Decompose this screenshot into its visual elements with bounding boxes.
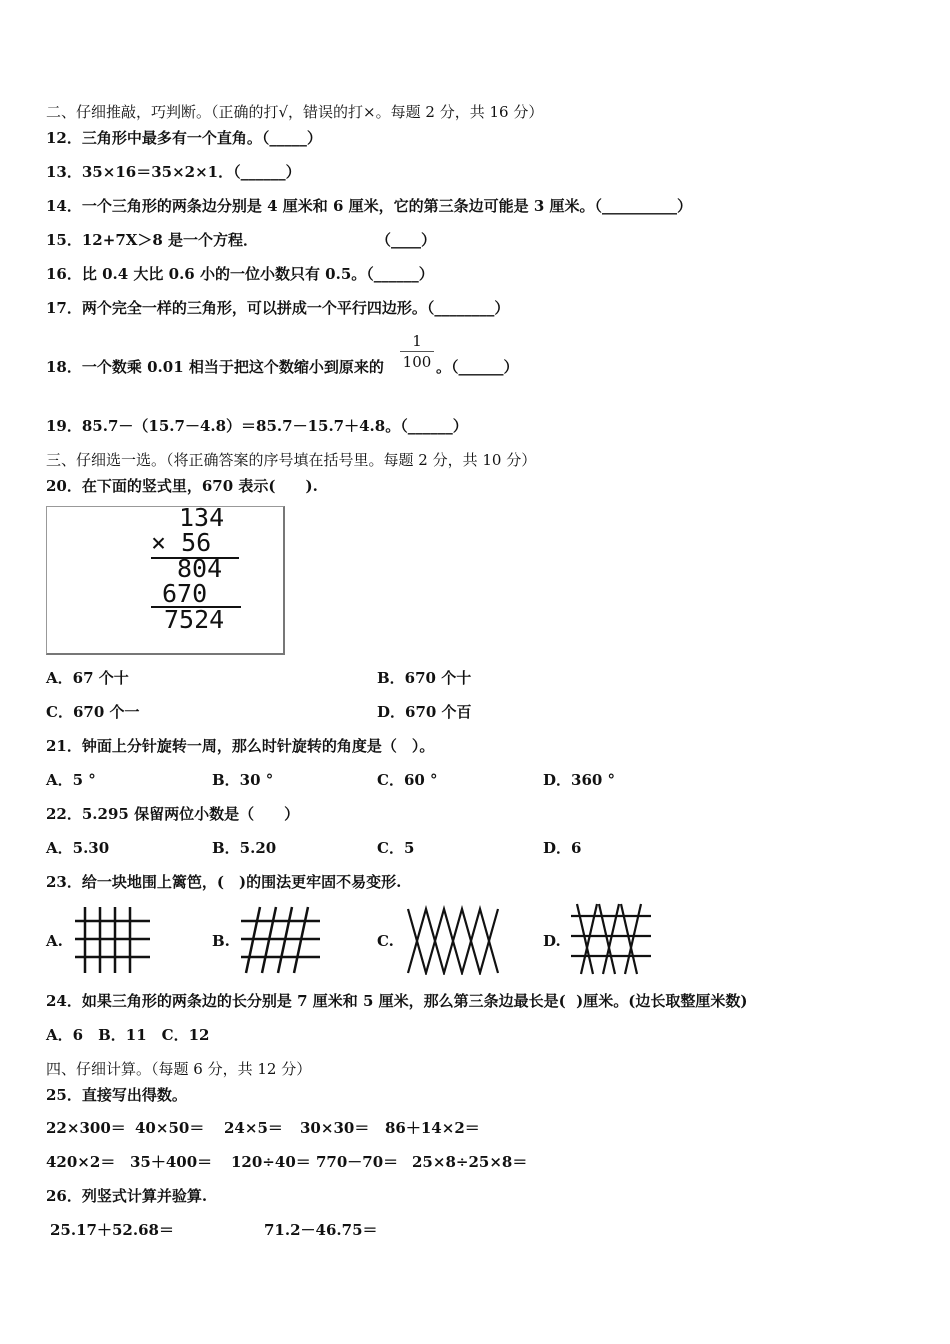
q20-option-b: B．670 个十 <box>377 669 472 687</box>
fig-product: 7524 <box>164 605 225 634</box>
q23-option-a: A. <box>46 932 63 950</box>
fence-diagonal-grid-image <box>569 902 653 976</box>
q20-option-a: A．67 个十 <box>46 669 129 687</box>
question-16: 16．比 0.4 大比 0.6 小的一位小数只有 0.5。（______） <box>46 265 434 283</box>
q22-option-a: A．5.30 <box>46 839 110 857</box>
question-20: 20．在下面的竖式里，670 表示( ). <box>46 477 318 495</box>
q20-option-c: C．670 个一 <box>46 703 140 721</box>
calc-row2-item: 25×8÷25×8＝ <box>412 1153 528 1171</box>
vertical-calc-1: 25.17＋52.68＝ <box>50 1221 174 1239</box>
calc-row2-item: 770－70＝ <box>316 1153 399 1171</box>
fence-crossed-triangles-image <box>404 905 504 975</box>
q21-option-a: A．5 ° <box>46 771 96 789</box>
question-18: 18．一个数乘 0.01 相当于把这个数缩小到原来的 <box>46 358 384 376</box>
question-24: 24．如果三角形的两条边的长分别是 7 厘米和 5 厘米，那么第三条边最长是( )厘米。(边长取整厘米数) <box>46 992 748 1010</box>
calc-row2-item: 120÷40＝ <box>231 1153 311 1171</box>
calc-row1-item: 86＋14×2＝ <box>385 1119 480 1137</box>
section4-header: 四、仔细计算。（每题 6 分，共 12 分） <box>46 1060 312 1078</box>
q23-option-c: C. <box>377 932 394 950</box>
q21-option-d: D．360 ° <box>543 771 616 789</box>
fraction-one-hundredth <box>400 332 434 371</box>
calc-row2-item: 420×2＝ <box>46 1153 116 1171</box>
q20-option-d: D．670 个百 <box>377 703 472 721</box>
question-14: 14．一个三角形的两条边分别是 4 厘米和 6 厘米，它的第三条边可能是 3 厘米。（__________） <box>46 197 693 215</box>
fig-partial-product-1: 804 <box>177 554 223 583</box>
q22-option-c: C．5 <box>377 839 415 857</box>
question-15: 15．12+7X＞8 是一个方程． <box>46 231 259 249</box>
fig-multiplicand: 134 <box>179 507 225 532</box>
fraction-bar <box>400 351 434 352</box>
question-22: 22．5.295 保留两位小数是（ ） <box>46 805 300 823</box>
question-13: 13．35×16＝35×2×1．（______） <box>46 163 301 181</box>
question-15-blank: （____） <box>376 231 437 249</box>
question-25: 25．直接写出得数。 <box>46 1086 187 1104</box>
fraction-denominator: 100 <box>402 353 432 371</box>
fraction-numerator: 1 <box>412 332 422 350</box>
q23-option-b: B. <box>212 932 230 950</box>
section3-header: 三、仔细选一选。（将正确答案的序号填在括号里。每题 2 分，共 10 分） <box>46 451 537 469</box>
q24-options: A．6 B．11 C．12 <box>46 1026 210 1044</box>
calc-row2-item: 35＋400＝ <box>130 1153 213 1171</box>
question-19: 19．85.7－（15.7－4.8）＝85.7－15.7＋4.8。（______） <box>46 417 468 435</box>
calc-row1-item: 24×5＝ <box>224 1119 283 1137</box>
vertical-calc-2: 71.2－46.75＝ <box>264 1221 378 1239</box>
question-18-blank: 。（______） <box>436 358 519 376</box>
vertical-multiplication-figure <box>46 506 285 655</box>
q23-option-d: D. <box>543 932 561 950</box>
calc-row1-item: 22×300＝ <box>46 1119 126 1137</box>
fig-partial-product-2: 670 <box>162 579 208 608</box>
fence-square-grid-image <box>72 905 152 975</box>
calc-row1-item: 40×50＝ <box>135 1119 205 1137</box>
section2-header: 二、仔细推敲，巧判断。（正确的打√，错误的打×。每题 2 分，共 16 分） <box>46 103 544 121</box>
question-26: 26．列竖式计算并验算. <box>46 1187 208 1205</box>
question-12: 12．三角形中最多有一个直角。（_____） <box>46 129 322 147</box>
question-17: 17．两个完全一样的三角形，可以拼成一个平行四边形。（________） <box>46 299 510 317</box>
fence-parallelogram-grid-image <box>238 905 324 975</box>
q22-option-d: D．6 <box>543 839 582 857</box>
q21-option-c: C．60 ° <box>377 771 438 789</box>
q21-option-b: B．30 ° <box>212 771 274 789</box>
q22-option-b: B．5.20 <box>212 839 277 857</box>
calc-row1-item: 30×30＝ <box>300 1119 370 1137</box>
question-23: 23．给一块地围上篱笆，( )的围法更牢固不易变形. <box>46 873 402 891</box>
fig-multiplier: × 56 <box>151 528 212 557</box>
question-21: 21．钟面上分针旋转一周，那么时针旋转的角度是（ ）。 <box>46 737 435 755</box>
